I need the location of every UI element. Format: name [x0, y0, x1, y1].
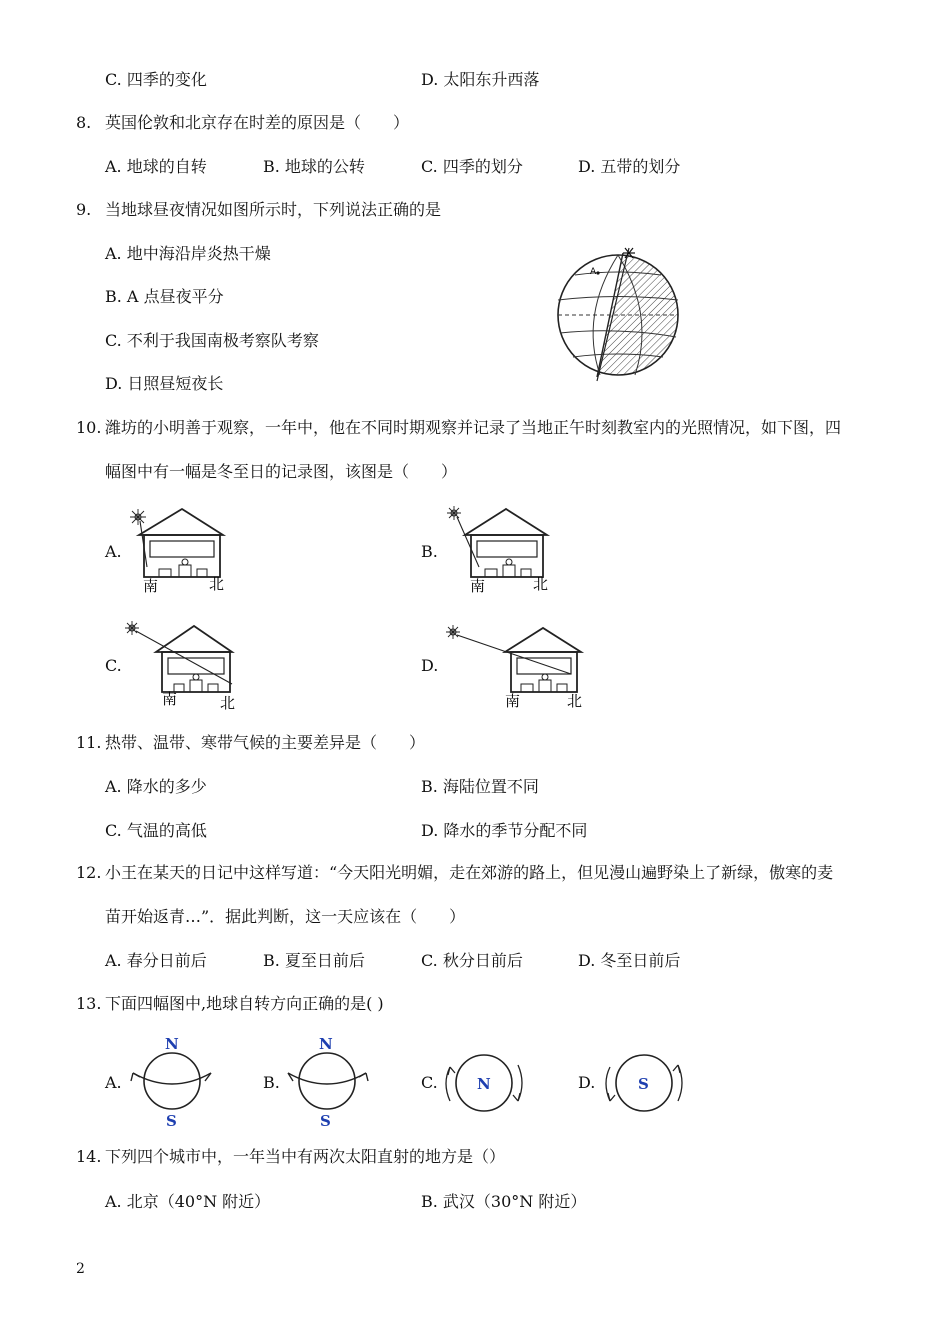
- q12-option-d: D. 冬至日前后: [578, 951, 681, 970]
- q9-option-c: C. 不利于我国南极考察队考察: [105, 331, 319, 350]
- q12-stem-line2: 苗开始返青…”．据此判断，这一天应该在（ ）: [105, 907, 466, 926]
- north-label: 北: [567, 692, 583, 710]
- q11-option-a: A. 降水的多少: [105, 777, 207, 796]
- q13-option-d-label: D.: [578, 1073, 596, 1092]
- classroom-diagram-d: [443, 618, 588, 710]
- q10-option-a-label: A.: [105, 542, 122, 561]
- q9-stem: 当地球昼夜情况如图所示时，下列说法正确的是: [105, 200, 442, 219]
- q8-option-b: B. 地球的公转: [263, 157, 365, 176]
- q7-option-d: D. 太阳东升西落: [421, 70, 540, 89]
- q8-option-c: C. 四季的划分: [421, 157, 523, 176]
- south-pole-label: S: [638, 1075, 649, 1093]
- q13-option-a-label: A.: [105, 1073, 122, 1092]
- q14-number: 14.: [76, 1147, 102, 1166]
- north-pole-label: N: [477, 1075, 491, 1093]
- classroom-diagram-a: [127, 505, 237, 597]
- q13-stem: 下面四幅图中,地球自转方向正确的是( ): [105, 994, 384, 1013]
- point-a-label: A: [590, 267, 597, 277]
- south-label: 南: [162, 690, 178, 708]
- q11-number: 11.: [76, 733, 102, 752]
- q9-number: 9.: [76, 200, 92, 219]
- q11-option-b: B. 海陆位置不同: [421, 777, 539, 796]
- q8-number: 8.: [76, 113, 92, 132]
- q10-option-d-label: D.: [421, 656, 439, 675]
- q12-option-a: A. 春分日前后: [105, 951, 207, 970]
- sun-icon: [447, 506, 461, 520]
- rotation-diagram-c: [440, 1045, 530, 1121]
- earth-day-night-diagram: [555, 245, 685, 385]
- q10-stem-line2: 幅图中有一幅是冬至日的记录图，该图是（ ）: [105, 462, 458, 481]
- q12-option-b: B. 夏至日前后: [263, 951, 365, 970]
- q9-option-d: D. 日照昼短夜长: [105, 374, 224, 393]
- south-pole-label: S: [166, 1112, 177, 1130]
- sun-icon: [446, 625, 460, 639]
- south-pole-label: S: [320, 1112, 331, 1130]
- q10-stem-line1: 潍坊的小明善于观察，一年中，他在不同时期观察并记录了当地正午时刻教室内的光照情况，如下图，四: [105, 418, 842, 437]
- q9-option-a: A. 地中海沿岸炎热干燥: [105, 244, 271, 263]
- q8-option-a: A. 地球的自转: [105, 157, 207, 176]
- q10-option-b-label: B.: [421, 542, 438, 561]
- q14-stem: 下列四个城市中，一年当中有两次太阳直射的地方是（）: [105, 1147, 506, 1166]
- north-label: 北: [220, 694, 236, 710]
- rotation-diagram-a: [125, 1033, 220, 1131]
- q8-option-d: D. 五带的划分: [578, 157, 681, 176]
- q13-option-c-label: C.: [421, 1073, 438, 1092]
- q7-option-c: C. 四季的变化: [105, 70, 207, 89]
- q10-option-c-label: C.: [105, 656, 122, 675]
- classroom-diagram-c: [122, 618, 242, 710]
- north-label: 北: [209, 575, 225, 593]
- q11-option-d: D. 降水的季节分配不同: [421, 821, 588, 840]
- q11-option-c: C. 气温的高低: [105, 821, 207, 840]
- rotation-diagram-d: [598, 1045, 690, 1121]
- q14-option-b: B. 武汉（30°N 附近）: [421, 1192, 587, 1211]
- north-pole-label: N: [319, 1035, 333, 1053]
- rotation-diagram-b: [282, 1033, 377, 1131]
- q9-option-b: B. A 点昼夜平分: [105, 287, 224, 306]
- q14-option-a: A. 北京（40°N 附近）: [105, 1192, 271, 1211]
- north-label: 北: [533, 575, 549, 593]
- q13-option-b-label: B.: [263, 1073, 280, 1092]
- sun-icon: [130, 509, 146, 525]
- page-number: 2: [76, 1261, 85, 1277]
- q10-number: 10.: [76, 418, 102, 437]
- q12-stem-line1: 小王在某天的日记中这样写道：“今天阳光明媚，走在郊游的路上，但见漫山遍野染上了新绿，傲寒的麦: [105, 863, 834, 882]
- classroom-diagram-b: [443, 505, 553, 597]
- south-label: 南: [470, 577, 486, 595]
- q11-stem: 热带、温带、寒带气候的主要差异是（ ）: [105, 733, 426, 752]
- south-label: 南: [143, 577, 159, 595]
- sun-icon: [125, 621, 139, 635]
- north-pole-label: N: [165, 1035, 179, 1053]
- q12-option-c: C. 秋分日前后: [421, 951, 523, 970]
- q8-stem: 英国伦敦和北京存在时差的原因是（ ）: [105, 113, 410, 132]
- q13-number: 13.: [76, 994, 102, 1013]
- q12-number: 12.: [76, 863, 102, 882]
- south-label: 南: [505, 692, 521, 710]
